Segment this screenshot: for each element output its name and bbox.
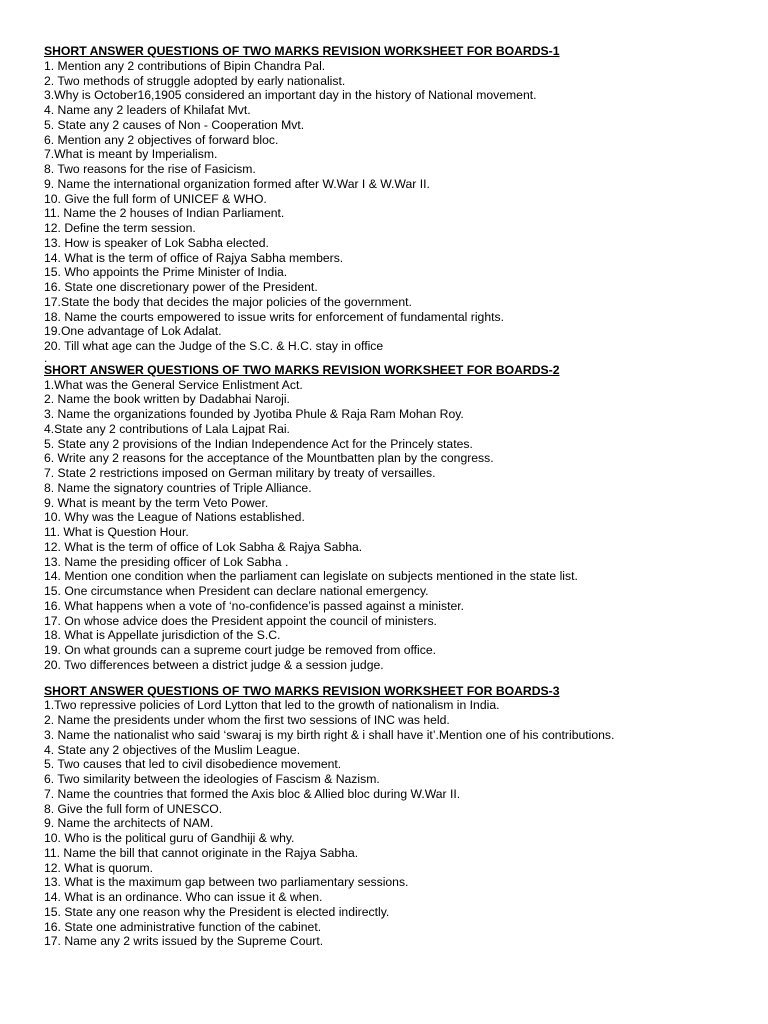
question-item: 11. Name the 2 houses of Indian Parliament. <box>44 206 285 221</box>
question-item: 18. Name the courts empowered to issue writs for enforcement of fundamental rights. <box>44 309 504 324</box>
section-spacer <box>44 673 760 684</box>
question-item: 16. What happens when a vote of ‘no-confidence’is passed against a minister. <box>44 598 465 613</box>
worksheet-section-3 <box>44 684 760 950</box>
question-item: 4.State any 2 contributions of Lala Lajpat Rai. <box>44 421 290 436</box>
question-list <box>44 59 760 354</box>
question-item: 8. Give the full form of UNESCO. <box>44 801 223 816</box>
question-item: 1.What was the General Service Enlistment Act. <box>44 377 303 392</box>
section-title: SHORT ANSWER QUESTIONS OF TWO MARKS REVISION WORKSHEET FOR BOARDS-1 <box>44 44 560 58</box>
question-item: 8. Two reasons for the rise of Fasicism. <box>44 162 256 176</box>
question-item: 6. Write any 2 reasons for the acceptance of the Mountbatten plan by the congress. <box>44 451 494 466</box>
question-item: 3. Name the nationalist who said ‘swaraj is my birth right & i shall have it’.Mention one of his contributions. <box>44 727 615 742</box>
question-item: 8. Name the signatory countries of Triple Alliance. <box>44 480 312 495</box>
question-item: 14. Mention one condition when the parliament can legislate on subjects mentioned in the state list. <box>44 569 578 584</box>
question-item: 17. On whose advice does the President appoint the council of ministers. <box>44 613 437 628</box>
question-item: 19.One advantage of Lok Adalat. <box>44 324 222 339</box>
question-item: 7.What is meant by Imperialism. <box>44 147 218 162</box>
stray-dot: . <box>44 353 48 363</box>
question-item: 16. State one administrative function of the cabinet. <box>44 919 322 934</box>
question-item: 9. What is meant by the term Veto Power. <box>44 495 269 510</box>
question-item: 5. State any 2 provisions of the Indian Independence Act for the Princely states. <box>44 436 473 451</box>
question-item: 9. Name the architects of NAM. <box>44 816 214 831</box>
question-item: 5. Two causes that led to civil disobedience movement. <box>44 757 342 772</box>
question-item: 10. Give the full form of UNICEF & WHO. <box>44 191 267 206</box>
question-item: 18. What is Appellate jurisdiction of the S.C. <box>44 628 281 643</box>
question-item: 4. Name any 2 leaders of Khilafat Mvt. <box>44 103 251 117</box>
question-item: 14. What is the term of office of Rajya Sabha members. <box>44 250 344 265</box>
question-item: 20. Till what age can the Judge of the S.C. & H.C. stay in office <box>44 339 384 353</box>
question-item: 11. Name the bill that cannot originate in the Rajya Sabha. <box>44 845 359 860</box>
question-item: 4. State any 2 objectives of the Muslim League. <box>44 742 301 757</box>
question-list <box>44 378 760 673</box>
question-item: 15. One circumstance when President can declare national emergency. <box>44 584 429 598</box>
worksheet-section-2 <box>44 363 760 673</box>
question-item: 7. Name the countries that formed the Axis bloc & Allied bloc during W.War II. <box>44 786 461 801</box>
question-item: 12. Define the term session. <box>44 221 196 235</box>
question-item: 10. Why was the League of Nations established. <box>44 510 305 525</box>
question-item: 3. Name the organizations founded by Jyotiba Phule & Raja Ram Mohan Roy. <box>44 407 464 421</box>
question-item: 5. State any 2 causes of Non - Cooperation Mvt. <box>44 117 305 132</box>
question-item: 15. State any one reason why the President is elected indirectly. <box>44 904 390 919</box>
worksheet-section-1 <box>44 44 760 363</box>
section-title: SHORT ANSWER QUESTIONS OF TWO MARKS REVISION WORKSHEET FOR BOARDS-3 <box>44 683 560 698</box>
question-item: 17.State the body that decides the major policies of the government. <box>44 294 412 309</box>
question-item: 13. How is speaker of Lok Sabha elected. <box>44 235 269 250</box>
question-item: 15. Who appoints the Prime Minister of India. <box>44 265 288 280</box>
section-title: SHORT ANSWER QUESTIONS OF TWO MARKS REVISION WORKSHEET FOR BOARDS-2 <box>44 362 560 377</box>
question-item: 11. What is Question Hour. <box>44 525 189 539</box>
question-list <box>44 698 760 949</box>
question-item: 9. Name the international organization formed after W.War I & W.War II. <box>44 176 430 191</box>
question-item: 19. On what grounds can a supreme court judge be removed from office. <box>44 643 437 657</box>
question-item: 16. State one discretionary power of the President. <box>44 280 318 294</box>
question-item: 14. What is an ordinance. Who can issue it & when. <box>44 890 323 904</box>
question-item: 10. Who is the political guru of Gandhiji & why. <box>44 831 295 845</box>
question-item: 3.Why is October16,1905 considered an important day in the history of National movement. <box>44 88 537 103</box>
question-item: 13. Name the presiding officer of Lok Sabha . <box>44 554 289 569</box>
question-item: 13. What is the maximum gap between two parliamentary sessions. <box>44 875 409 890</box>
question-item: 12. What is the term of office of Lok Sabha & Rajya Sabha. <box>44 539 363 554</box>
question-item: 2. Name the presidents under whom the first two sessions of INC was held. <box>44 713 450 727</box>
question-item: 17. Name any 2 writs issued by the Supreme Court. <box>44 934 324 949</box>
question-item: 2. Two methods of struggle adopted by early nationalist. <box>44 73 346 88</box>
question-item: 1.Two repressive policies of Lord Lytton that led to the growth of nationalism in India. <box>44 698 500 713</box>
question-item: 12. What is quorum. <box>44 860 154 875</box>
question-item: 1. Mention any 2 contributions of Bipin Chandra Pal. <box>44 58 326 73</box>
question-item: 6. Two similarity between the ideologies of Fascism & Nazism. <box>44 772 380 786</box>
question-item: 6. Mention any 2 objectives of forward bloc. <box>44 132 279 147</box>
question-item: 20. Two differences between a district judge & a session judge. <box>44 657 384 672</box>
question-item: 2. Name the book written by Dadabhai Naroji. <box>44 392 290 407</box>
worksheet-page <box>44 44 760 949</box>
question-item: 7. State 2 restrictions imposed on German military by treaty of versailles. <box>44 466 436 480</box>
